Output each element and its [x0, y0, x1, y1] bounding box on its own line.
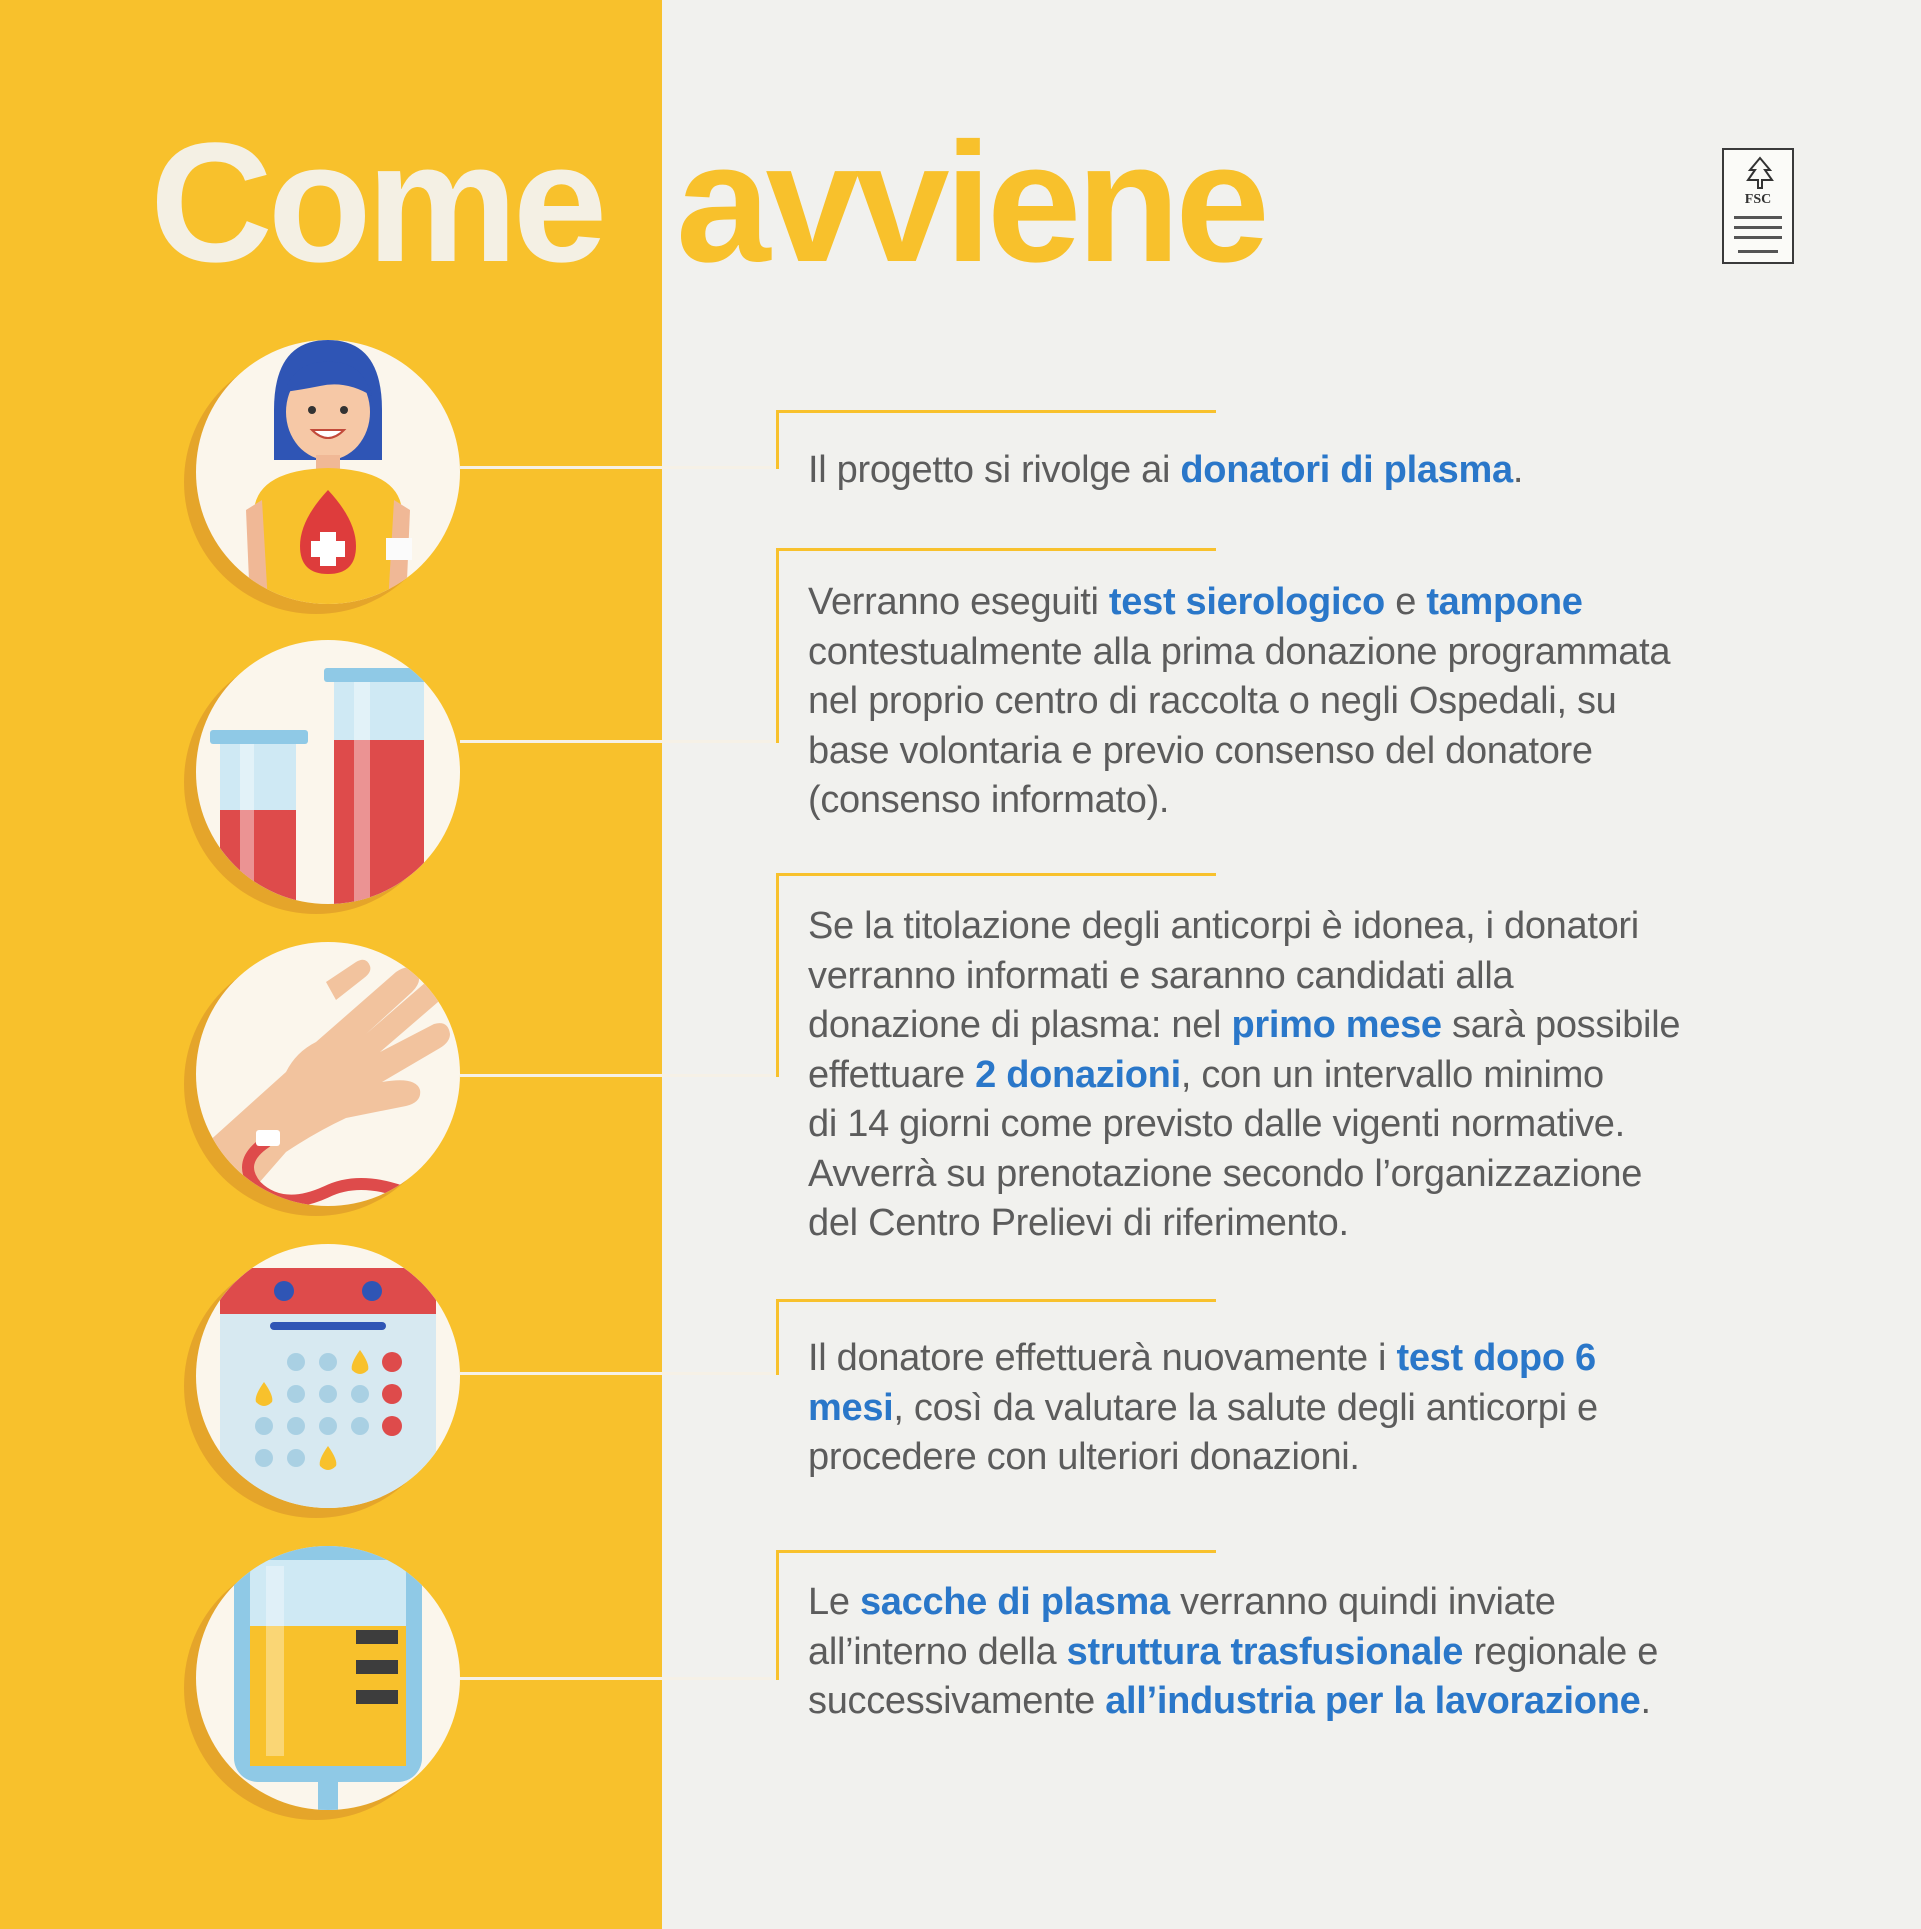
body-text: . [1512, 449, 1524, 491]
body-text: procedere con ulteriori donazioni. [808, 1436, 1360, 1478]
body-text: verranno informati e saranno candidati alla [808, 954, 1514, 997]
body-text: Il progetto si rivolge ai [808, 449, 1181, 491]
body-text: sarà possibile [1441, 1004, 1681, 1046]
step-4-text [808, 1334, 1598, 1483]
highlight-text: mesi [808, 1386, 894, 1429]
fsc-text-line [1734, 226, 1782, 229]
fsc-text-line [1734, 216, 1782, 219]
step-2-connector-line [460, 740, 778, 743]
step-2-icon-badge [196, 640, 460, 904]
donor-girl-icon [196, 340, 460, 604]
test-tubes-icon [196, 640, 460, 904]
highlight-text: struttura trasfusionale [1066, 1630, 1464, 1673]
body-text: Se la titolazione degli anticorpi è idonea, i donatori [808, 905, 1639, 947]
title-word-avviene: avviene [676, 108, 1265, 298]
arm-donation-icon [196, 942, 460, 1206]
fsc-text-line [1738, 250, 1778, 253]
highlight-text: tampone [1426, 581, 1583, 623]
highlight-text: test sierologico [1108, 581, 1385, 623]
body-text: all’interno della [808, 1630, 1067, 1673]
title-word-come: Come [150, 108, 603, 298]
step-1-connector-line [460, 466, 778, 469]
body-text: Il donatore effettuerà nuovamente i [808, 1337, 1397, 1379]
highlight-text: 2 donazioni [975, 1053, 1181, 1096]
body-text: Le [808, 1581, 860, 1623]
step-4-icon-badge [196, 1244, 460, 1508]
body-text: effettuare [808, 1053, 976, 1096]
step-4-connector-line [460, 1372, 778, 1375]
highlight-text: test dopo 6 [1396, 1337, 1596, 1379]
fsc-logo [1722, 148, 1794, 264]
body-text: (consenso informato). [808, 779, 1170, 821]
highlight-text: donatori di plasma [1180, 449, 1513, 491]
highlight-text: all’industria per la lavorazione [1105, 1680, 1641, 1722]
step-3-icon-badge [196, 942, 460, 1206]
step-1-text [808, 446, 1523, 496]
step-1-bracket-top [776, 410, 1216, 413]
body-text: , con un intervallo minimo [1180, 1053, 1604, 1096]
step-2-bracket-top [776, 548, 1216, 551]
step-5-bracket-top [776, 1550, 1216, 1553]
body-text: . [1640, 1680, 1651, 1722]
step-2-bracket [776, 548, 779, 743]
step-3-text [808, 902, 1680, 1249]
body-text: , così da valutare la salute degli anticorpi e [893, 1386, 1598, 1429]
body-text: regionale e [1463, 1630, 1659, 1673]
step-5-icon-badge [196, 1546, 460, 1810]
step-2-text [808, 578, 1670, 826]
body-text: donazione di plasma: nel [808, 1004, 1232, 1046]
step-5-connector-line [460, 1677, 778, 1680]
highlight-text: primo mese [1231, 1004, 1442, 1046]
step-5-bracket [776, 1550, 779, 1680]
body-text: e [1384, 581, 1427, 623]
plasma-bag-icon [196, 1546, 460, 1810]
highlight-text: sacche di plasma [859, 1581, 1170, 1623]
body-text: nel proprio centro di raccolta o negli Ospedali, su [808, 680, 1617, 722]
body-text: successivamente [808, 1680, 1106, 1722]
body-text: di 14 giorni come previsto dalle vigenti normative. [808, 1103, 1625, 1145]
step-4-bracket-top [776, 1299, 1216, 1302]
step-1-icon-badge [196, 340, 460, 604]
body-text: del Centro Prelievi di riferimento. [808, 1202, 1349, 1244]
body-text: Verranno eseguiti [808, 581, 1109, 623]
fsc-text-line [1734, 236, 1782, 239]
calendar-icon [196, 1244, 460, 1508]
step-4-bracket [776, 1299, 779, 1375]
step-3-bracket-top [776, 873, 1216, 876]
body-text: contestualmente alla prima donazione programmata [808, 630, 1671, 673]
fsc-tree-icon [1744, 156, 1776, 190]
body-text: Avverrà su prenotazione secondo l’organizzazione [808, 1152, 1643, 1195]
step-1-bracket [776, 410, 779, 469]
step-3-bracket [776, 873, 779, 1077]
step-3-connector-line [460, 1074, 778, 1077]
fsc-label: FSC [1744, 192, 1772, 207]
body-text: verranno quindi inviate [1169, 1581, 1556, 1623]
body-text: base volontaria e previo consenso del donatore [808, 729, 1593, 772]
step-5-text [808, 1578, 1658, 1727]
